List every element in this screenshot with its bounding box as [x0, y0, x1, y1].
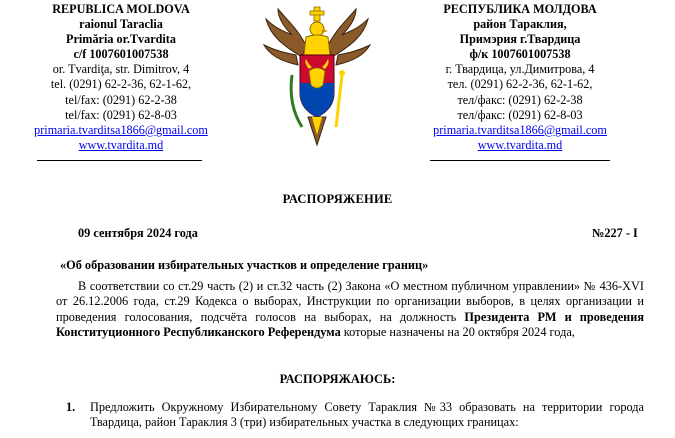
moldova-coat-of-arms-icon — [262, 5, 372, 155]
fax1-ro: tel/fax: (0291) 62-2-38 — [65, 92, 177, 107]
mayoralty-name-ro: Primăria or.Tvardita — [66, 32, 176, 47]
phone-ro: tel. (0291) 62-2-36, 62-1-62, — [50, 77, 192, 92]
website-link-ru[interactable]: www.tvardita.md — [477, 137, 563, 152]
preamble-text-start: В соответствии со ст.29 часть (2) и ст.32 часть (2) Закона «О местном публичном управлении» № 436-XVI от 26.12.2006 года, ст.29 Кодекса о выборах, Инструкции по организации выборов, в целях организации и проведения голосования, подсчёта голосов на выборах, на должность — [56, 279, 644, 324]
email-link-ru[interactable]: primaria.tvarditsa1866@gmail.com — [433, 122, 607, 137]
document-subject: «Об образовании избирательных участков и определение границ» — [60, 258, 429, 272]
header-divider-right — [430, 160, 610, 161]
fax2-ro: tel/fax: (0291) 62-8-03 — [65, 107, 177, 122]
header-left — [6, 2, 236, 153]
phone-ru: тел. (0291) 62-2-36, 62-1-62, — [447, 77, 593, 92]
preamble-text-bold: Президента РМ и проведения Конституционного Республиканского Референдума — [56, 309, 645, 340]
preamble-paragraph — [56, 279, 644, 341]
fax2-ru: тел/факс: (0291) 62-8-03 — [457, 107, 583, 122]
district-name-ro: raionul Taraclia — [79, 17, 163, 32]
preamble-text-end: которые назначены на 20 октября 2024 года, — [340, 325, 575, 340]
document-number: №227 - I — [592, 226, 638, 240]
country-name-ro: REPUBLICA MOLDOVA — [52, 2, 190, 16]
document-date: 09 сентября 2024 года — [78, 226, 198, 240]
mayoralty-name-ru: Примэрия г.Твардица — [459, 32, 581, 47]
fiscal-code-ru: ф/к 1007601007538 — [469, 47, 571, 62]
country-name-ru: РЕСПУБЛИКА МОЛДОВА — [443, 2, 597, 16]
decree-heading: РАСПОРЯЖАЮСЬ: — [279, 372, 396, 386]
list-item-number: 1. — [66, 400, 76, 414]
document-title: РАСПОРЯЖЕНИЕ — [282, 192, 393, 206]
address-ro: or. Tvardiţa, str. Dimitrov, 4 — [52, 62, 190, 77]
header-divider-left — [37, 160, 202, 161]
fax1-ru: тел/факс: (0291) 62-2-38 — [457, 92, 583, 107]
address-ru: г. Твардица, ул.Димитрова, 4 — [445, 62, 595, 77]
list-item-text: Предложить Окружному Избирательному Совету Тараклия №33 образовать на территории города Твардица, район Тараклия 3 (три) избирательных участка в следующих границах: — [90, 400, 644, 430]
website-link-ro[interactable]: www.tvardita.md — [78, 137, 164, 152]
email-link-ro[interactable]: primaria.tvarditsa1866@gmail.com — [34, 122, 208, 137]
list-item — [66, 400, 644, 430]
district-name-ru: район Тараклия, — [473, 17, 567, 32]
fiscal-code-ro: c/f 1007601007538 — [73, 47, 169, 62]
header-right — [400, 2, 640, 153]
